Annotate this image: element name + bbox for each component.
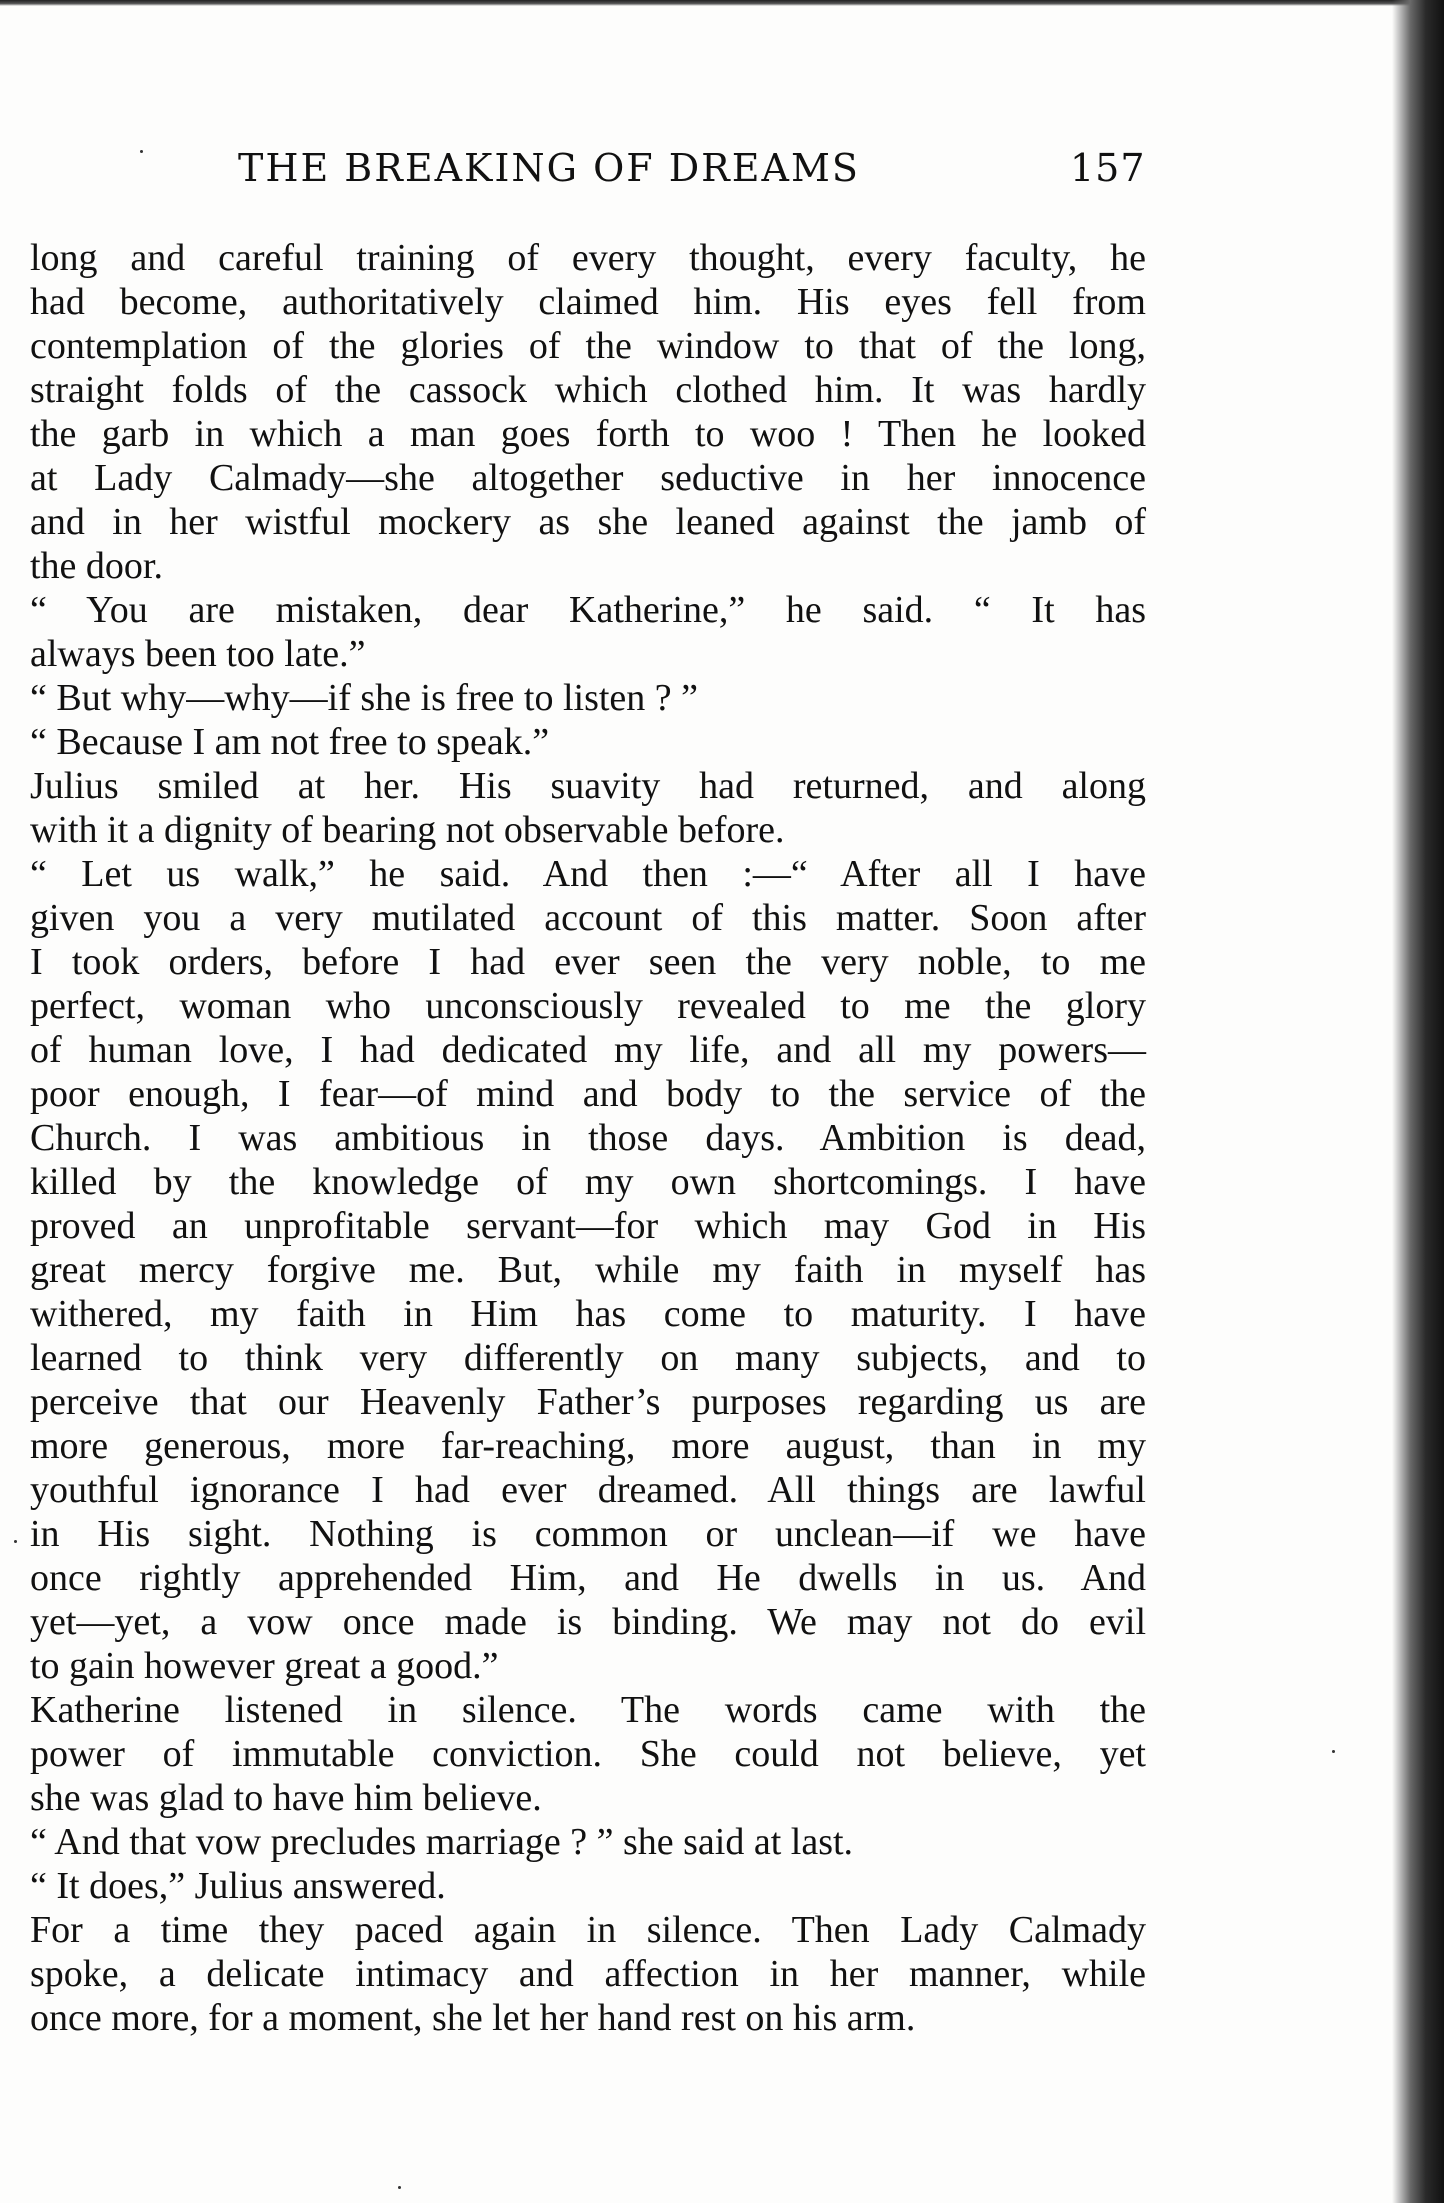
text-line: contemplation of the glories of the window to that of the long, [30, 325, 1146, 367]
page-right-edge-shadow [1392, 0, 1444, 2203]
text-line: “ But why—why—if she is free to listen ? ” [30, 677, 699, 719]
text-line: “ It does,” Julius answered. [30, 1865, 446, 1907]
text-line: poor enough, I fear—of mind and body to the service of the [30, 1073, 1146, 1115]
text-line: the door. [30, 545, 163, 587]
text-line: Julius smiled at her. His suavity had returned, and along [30, 765, 1146, 807]
text-line: perceive that our Heavenly Father’s purposes regarding us are [30, 1381, 1146, 1423]
text-line: Church. I was ambitious in those days. Ambition is dead, [30, 1117, 1146, 1159]
text-line: perfect, woman who unconsciously revealed to me the glory [30, 985, 1146, 1027]
paper-speck [398, 2186, 401, 2189]
text-line: spoke, a delicate intimacy and affection in her manner, while [30, 1953, 1146, 1995]
text-line: withered, my faith in Him has come to maturity. I have [30, 1293, 1146, 1335]
text-line: at Lady Calmady—she altogether seductive in her innocence [30, 457, 1146, 499]
text-line: always been too late.” [30, 633, 366, 675]
text-line: to gain however great a good.” [30, 1645, 499, 1687]
text-line: I took orders, before I had ever seen the very noble, to me [30, 941, 1146, 983]
body-text [30, 236, 1146, 2040]
text-line: For a time they paced again in silence. Then Lady Calmady [30, 1909, 1146, 1951]
text-line: once rightly apprehended Him, and He dwells in us. And [30, 1557, 1146, 1599]
text-line: long and careful training of every thought, every faculty, he [30, 237, 1146, 279]
text-line: “ Because I am not free to speak.” [30, 721, 550, 763]
text-line: and in her wistful mockery as she leaned against the jamb of [30, 501, 1146, 543]
text-line: given you a very mutilated account of this matter. Soon after [30, 897, 1146, 939]
page-top-edge-shadow [0, 0, 1444, 6]
text-line: “ And that vow precludes marriage ? ” she said at last. [30, 1821, 854, 1863]
page-header [0, 142, 1444, 202]
text-line: straight folds of the cassock which clothed him. It was hardly [30, 369, 1146, 411]
text-line: yet—yet, a vow once made is binding. We may not do evil [30, 1601, 1146, 1643]
paper-speck [140, 150, 143, 153]
text-line: youthful ignorance I had ever dreamed. All things are lawful [30, 1469, 1146, 1511]
text-line: power of immutable conviction. She could not believe, yet [30, 1733, 1146, 1775]
text-line: the garb in which a man goes forth to woo ! Then he looked [30, 413, 1146, 455]
text-line: had become, authoritatively claimed him. His eyes fell from [30, 281, 1146, 323]
text-line: “ Let us walk,” he said. And then :—“ After all I have [30, 853, 1146, 895]
text-line: Katherine listened in silence. The words came with the [30, 1689, 1146, 1731]
text-line: of human love, I had dedicated my life, and all my powers— [30, 1029, 1146, 1071]
text-line: she was glad to have him believe. [30, 1777, 542, 1819]
text-line: killed by the knowledge of my own shortcomings. I have [30, 1161, 1146, 1203]
text-line: more generous, more far-reaching, more august, than in my [30, 1425, 1146, 1467]
text-line: “ You are mistaken, dear Katherine,” he said. “ It has [30, 589, 1146, 631]
running-head: THE BREAKING OF DREAMS [238, 146, 860, 190]
text-line: with it a dignity of bearing not observable before. [30, 809, 785, 851]
paper-speck [1332, 1750, 1335, 1753]
page-number: 157 [1070, 146, 1146, 190]
text-line: in His sight. Nothing is common or unclean—if we have [30, 1513, 1146, 1555]
text-line: proved an unprofitable servant—for which may God in His [30, 1205, 1146, 1247]
text-line: great mercy forgive me. But, while my faith in myself has [30, 1249, 1146, 1291]
paper-speck [14, 1540, 17, 1543]
text-line: learned to think very differently on many subjects, and to [30, 1337, 1146, 1379]
text-line: once more, for a moment, she let her hand rest on his arm. [30, 1997, 916, 2039]
